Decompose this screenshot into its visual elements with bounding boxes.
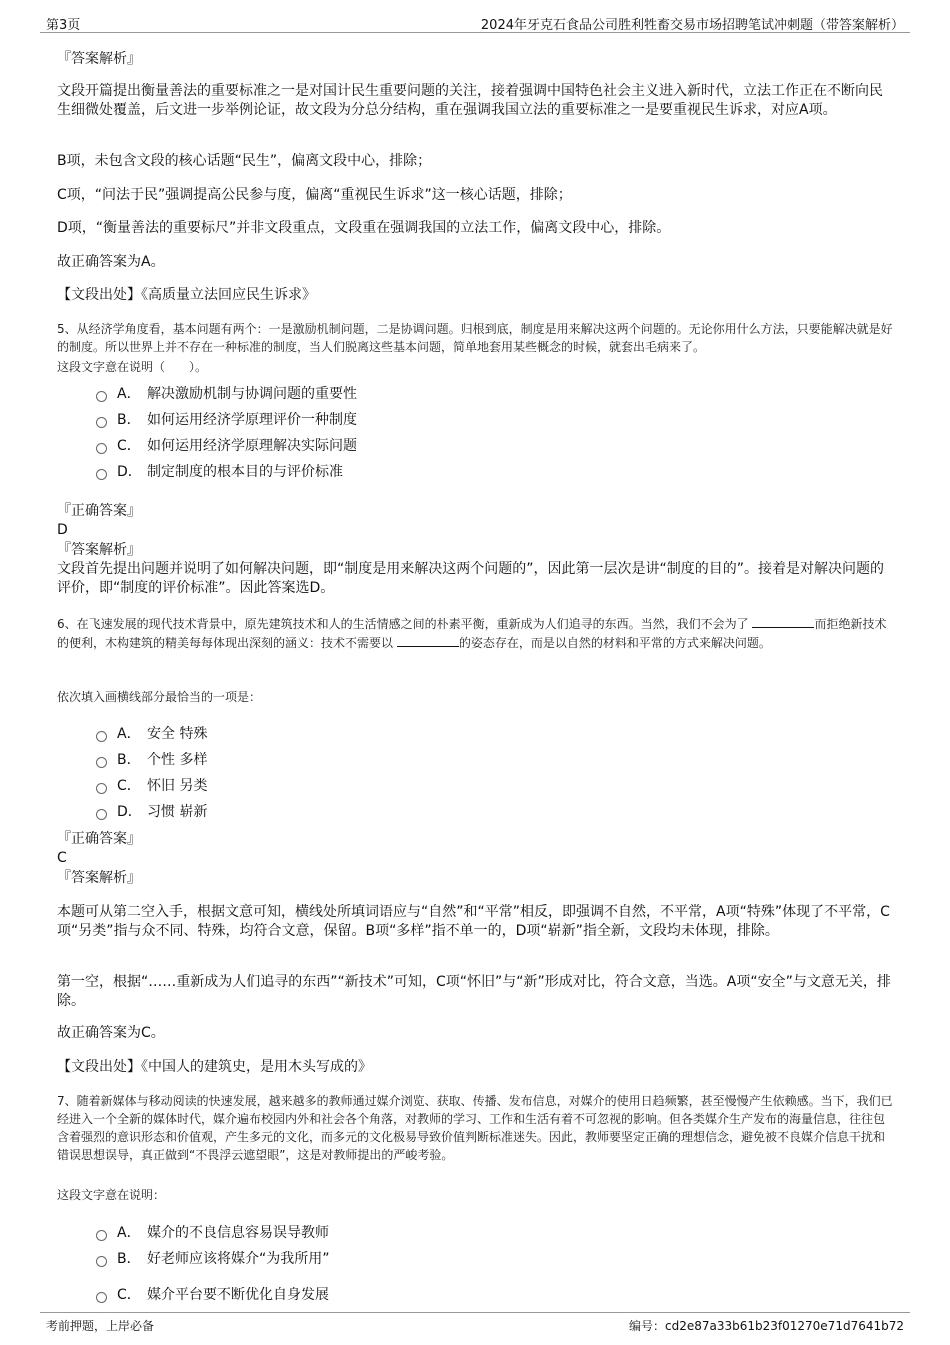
q5-analysis: 文段首先提出问题并说明了如何解决问题，即“制度是用来解决这两个问题的”，因此第一层次是讲“制度的目的”。接着是对解决问题的评价，即“制度的评价标准”。因此答案选D。 (57, 561, 885, 596)
radio-icon[interactable] (96, 391, 107, 402)
radio-icon[interactable] (96, 417, 107, 428)
footer-slogan: 考前押题，上岸必备 (46, 1319, 155, 1333)
q5-option-a[interactable]: A． 解决激励机制与协调问题的重要性 (96, 384, 357, 404)
q6-answer-line: 故正确答案为C。 (57, 1025, 165, 1041)
q7-stem: 7、随着新媒体与移动阅读的快速发展，越来越多的教师通过媒介浏览、获取、传播、发布信息，对媒介的使用日趋频繁，甚至慢慢产生依赖感。当下，我们已经进入一个全新的媒体时代，媒介遍布校园内外和社会各个角落，对教师的学习、工作和生活有着不可忽视的影响。但各类媒介生产发布的海量信息，往往包含着强烈的意识形态和价值观，产生多元的文化，而多元的文化极易导致价值判断标准迷失。因此，教师要坚定正确的理想信念，避免被不良媒介信息干扰和错误思想误导，真正做到“不畏浮云遮望眼”，这是对教师提出的严峻考验。 (57, 1094, 893, 1162)
q6-option-b[interactable]: B． 个性 多样 (96, 750, 207, 770)
q6-analysis-p1: 本题可从第二空入手，根据文意可知，横线处所填词语应与“自然”和“平常”相反，即强调不自然，不平常，A项“特殊”体现了不平常，C项“另类”指与众不同、特殊，均符合文意，保留。B项“多样”指不单一的，D项“崭新”指全新，文段均未体现，排除。 (57, 904, 890, 939)
prev-source: 【文段出处】《高质量立法回应民生诉求》 (57, 287, 316, 303)
page-number: 第3页 (46, 18, 81, 33)
q6-answer: C (57, 850, 67, 866)
radio-icon[interactable] (96, 469, 107, 480)
q7-option-a[interactable]: A． 媒介的不良信息容易误导教师 (96, 1223, 329, 1243)
prev-analysis-p4: D项，“衡量善法的重要标尺”并非文段重点，文段重在强调我国的立法工作，偏离文段中心，排除。 (57, 220, 671, 236)
q5-answer-label: 『正确答案』 (57, 503, 141, 519)
q5-stem: 5、从经济学角度看，基本问题有两个：一是激励机制问题，二是协调问题。归根到底，制度是用来解决这两个问题的。无论你用什么方法，只要能解决就是好的制度。所以世界上并不存在一种标准的制度，当人们脱离这些基本问题，简单地套用某些概念的时候，就套出毛病来了。 (57, 322, 893, 354)
q5-answer: D (57, 522, 68, 538)
radio-icon[interactable] (96, 757, 107, 768)
radio-icon[interactable] (96, 1256, 107, 1267)
document-title: 2024年牙克石食品公司胜利牲畜交易市场招聘笔试冲刺题（带答案解析） (480, 18, 904, 33)
radio-icon[interactable] (96, 1292, 107, 1303)
document-id: 编号：cd2e87a33b61b23f01270e71d7641b72 (629, 1319, 904, 1333)
prev-analysis-p2: B项，未包含文段的核心话题“民生”，偏离文段中心，排除； (57, 153, 432, 169)
q6-option-c[interactable]: C． 怀旧 另类 (96, 776, 207, 796)
q6-option-d[interactable]: D． 习惯 崭新 (96, 802, 207, 822)
prev-analysis-p1: 文段开篇提出衡量善法的重要标准之一是对国计民生重要问题的关注，接着强调中国特色社会主义进入新时代，立法工作正在不断向民生细微处覆盖，后文进一步举例论证，故文段为分总分结构，重在强调我国立法的重要标准之一是要重视民生诉求，对应A项。 (57, 83, 883, 118)
q5-option-d[interactable]: D． 制定制度的根本目的与评价标准 (96, 462, 343, 482)
radio-icon[interactable] (96, 443, 107, 454)
page-footer (40, 1312, 910, 1333)
radio-icon[interactable] (96, 731, 107, 742)
blank-line (752, 614, 814, 628)
prev-analysis-p3: C项，“问法于民”强调提高公民参与度，偏离“重视民生诉求”这一核心话题，排除； (57, 187, 572, 203)
prev-answer-line: 故正确答案为A。 (57, 254, 165, 270)
radio-icon[interactable] (96, 783, 107, 794)
q6-analysis-label: 『答案解析』 (57, 870, 141, 886)
q6-answer-label: 『正确答案』 (57, 831, 141, 847)
q7-ask: 这段文字意在说明： (57, 1188, 166, 1202)
q6-analysis-p2: 第一空，根据“……重新成为人们追寻的东西”“新技术”可知，C项“怀旧”与“新”形成对比，符合文意，当选。A项“安全”与文意无关，排除。 (57, 974, 891, 1009)
q7-option-b[interactable]: B． 好老师应该将媒介“为我所用” (96, 1249, 330, 1269)
q7-option-c[interactable]: C． 媒介平台要不断优化自身发展 (96, 1285, 329, 1305)
q5-ask: 这段文字意在说明（ ）。 (57, 360, 208, 374)
q6-ask: 依次填入画横线部分最恰当的一项是： (57, 690, 262, 704)
q6-option-a[interactable]: A． 安全 特殊 (96, 724, 207, 744)
radio-icon[interactable] (96, 809, 107, 820)
blank-line (397, 633, 459, 647)
q6-source: 【文段出处】《中国人的建筑史，是用木头写成的》 (57, 1059, 372, 1075)
q5-option-c[interactable]: C． 如何运用经济学原理解决实际问题 (96, 436, 357, 456)
q5-option-b[interactable]: B． 如何运用经济学原理评价一种制度 (96, 410, 357, 430)
page-header (40, 12, 910, 33)
q5-analysis-label: 『答案解析』 (57, 542, 141, 558)
radio-icon[interactable] (96, 1230, 107, 1241)
prev-analysis-label: 『答案解析』 (57, 51, 141, 67)
q6-stem: 6、在飞速发展的现代技术背景中，原先建筑技术和人的生活情感之间的朴素平衡，重新成为人们追寻的东西。当然，我们不会为了 而拒绝新技术的便利，木构建筑的精美每每体现出深刻的涵义：技术不需要以 的姿态存在，而是以自然的材料和平常的方式来解决问题。 (57, 614, 895, 652)
